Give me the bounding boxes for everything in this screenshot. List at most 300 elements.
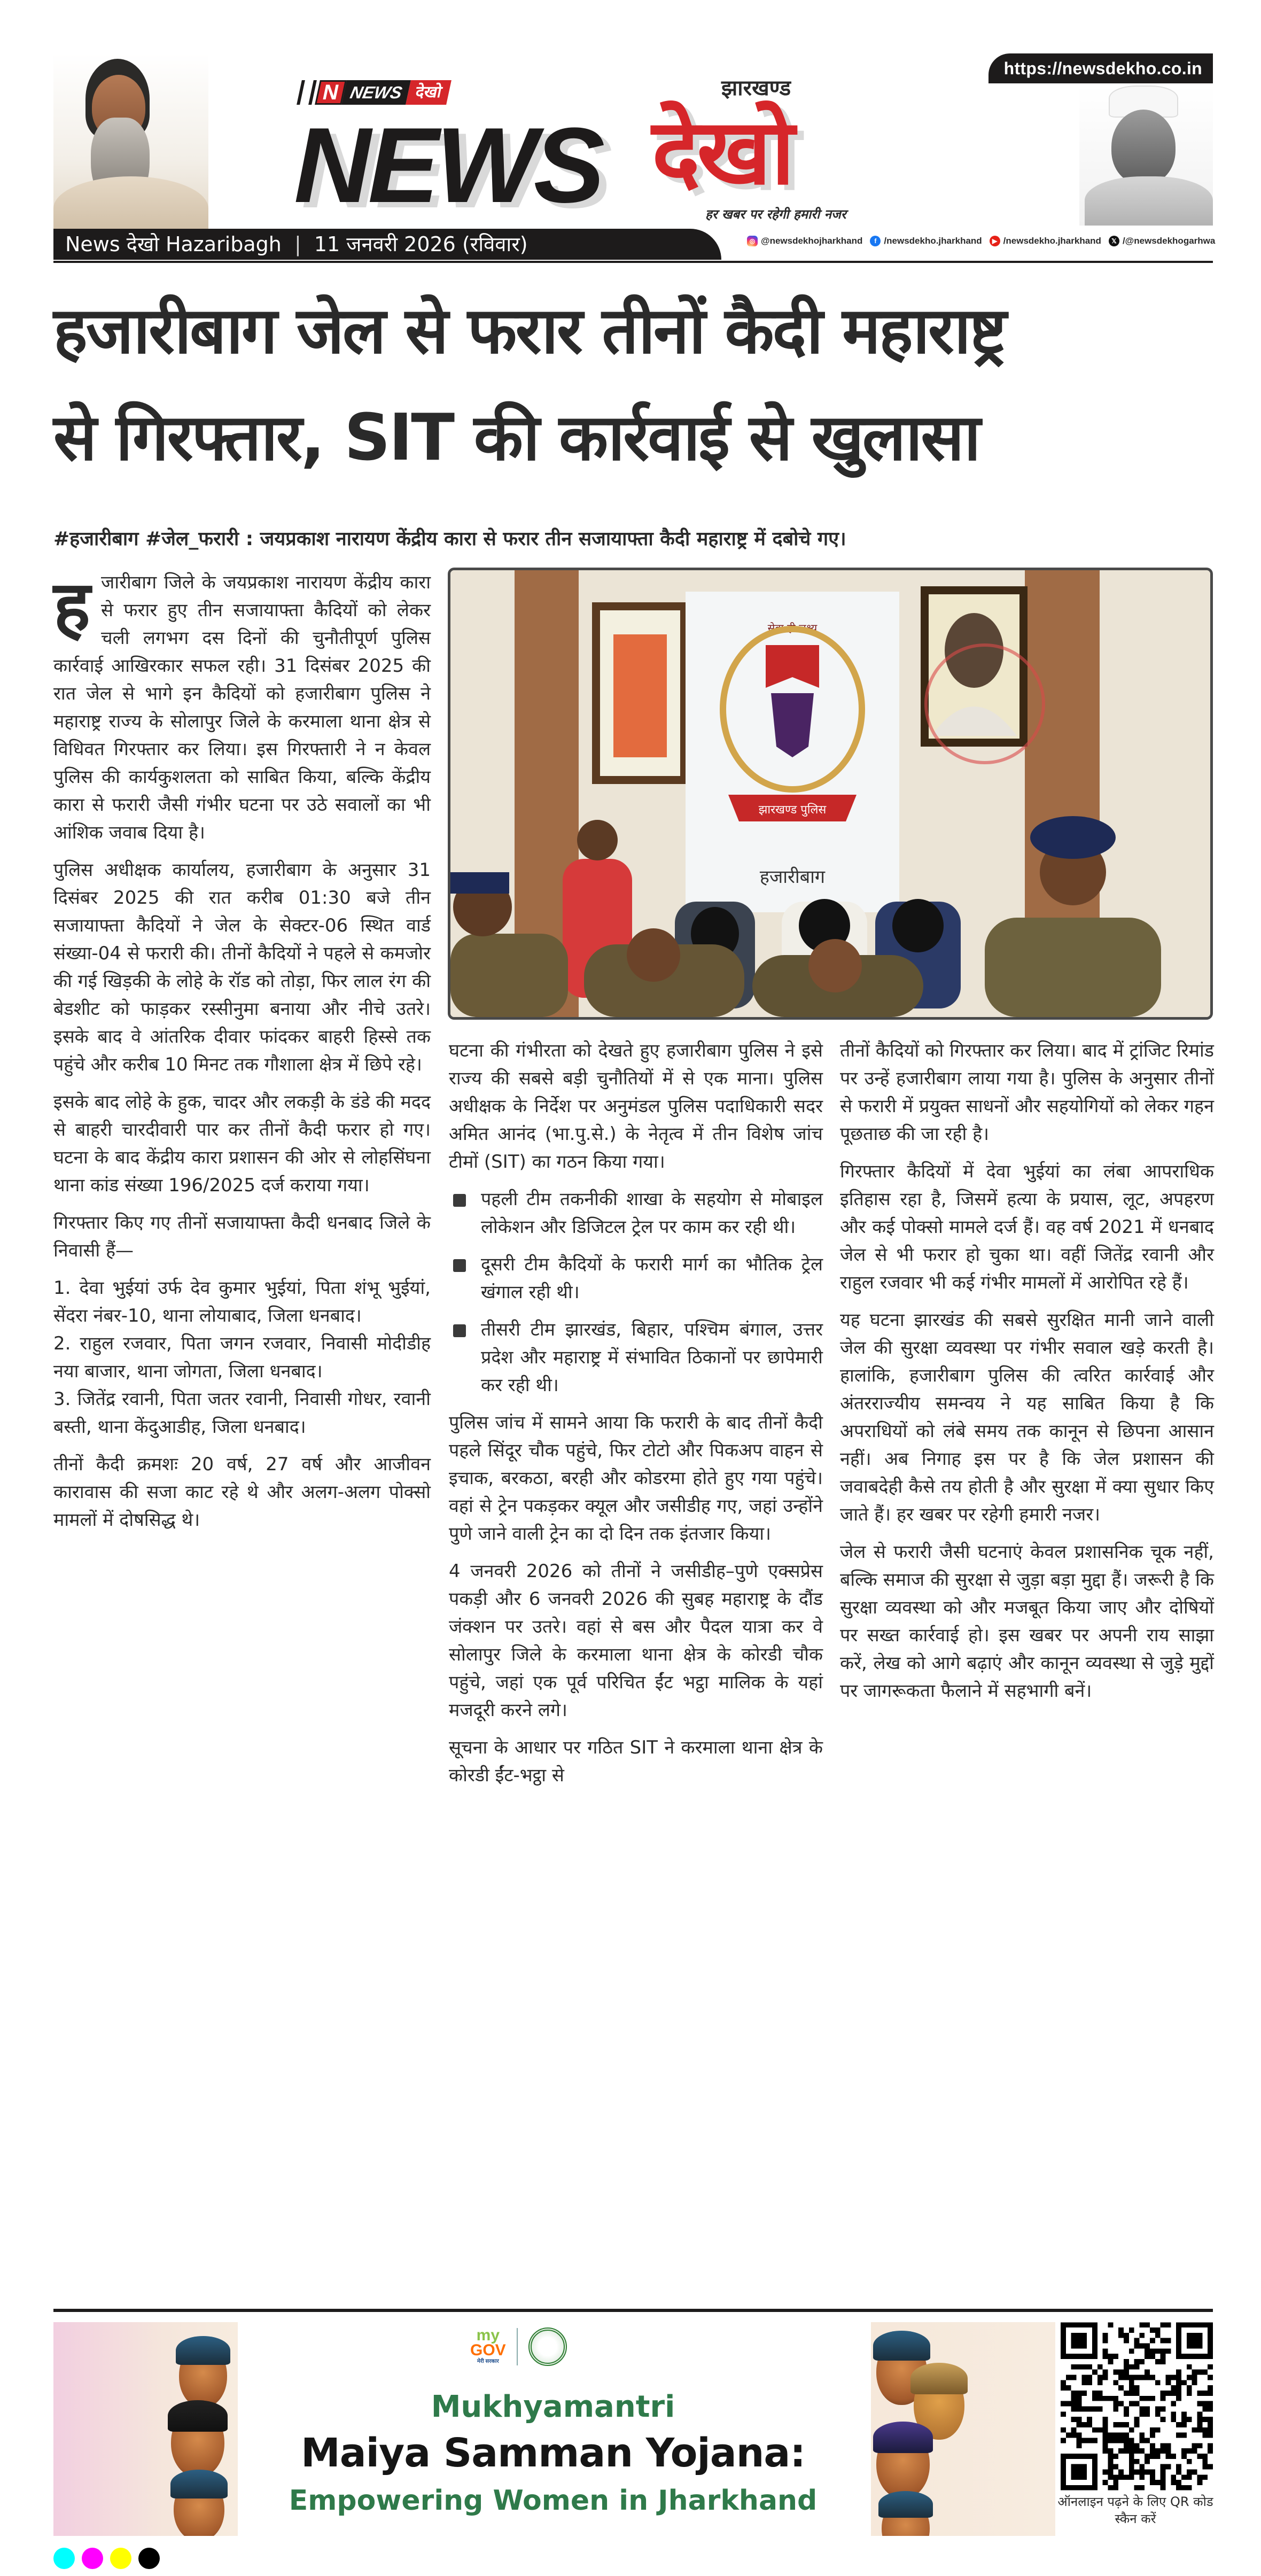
qr-module [1076,2391,1081,2396]
qr-module [1118,2469,1124,2474]
qr-module [1208,2433,1213,2438]
portrait-right-image [1079,86,1213,226]
qr-module [1061,2427,1066,2433]
qr-module [1176,2480,1181,2485]
qr-module [1150,2327,1155,2333]
qr-module [1092,2427,1097,2433]
ad-title-tagline: Empowering Women in Jharkhand [289,2485,818,2517]
qr-module [1176,2464,1181,2470]
footer-ad [0,2309,1261,2576]
qr-module [1166,2464,1171,2470]
qr-module [1202,2391,1208,2396]
qr-module [1187,2375,1192,2380]
ad-logos [470,2327,567,2366]
qr-module [1192,2469,1197,2474]
qr-module [1181,2454,1187,2459]
qr-module [1103,2354,1108,2359]
qr-module [1108,2354,1113,2359]
qr-module [1155,2480,1161,2485]
qr-module [1129,2327,1134,2333]
qr-caption: ऑनलाइन पढ़ने के लिए QR कोड स्कैन करें [1057,2494,1213,2526]
qr-module [1176,2469,1181,2474]
col1-paragraph-1 [53,565,431,847]
logo-state: झारखण्ड [721,76,791,100]
qr-module [1113,2474,1118,2480]
qr-module [1108,2459,1113,2464]
qr-module [1103,2348,1108,2354]
qr-module [1108,2433,1113,2438]
qr-module [1113,2433,1118,2438]
qr-module [1176,2391,1181,2396]
qr-module [1155,2348,1161,2354]
qr-module [1150,2480,1155,2485]
qr-module [1150,2448,1155,2454]
qr-module [1176,2433,1181,2438]
mygov-sub: मेरी सरकार [477,2358,499,2364]
qr-module [1092,2391,1097,2396]
article-column-1 [53,565,431,1543]
qr-module [1129,2427,1134,2433]
qr-module [1087,2380,1092,2385]
col3-paragraph-1: तीनों कैदियों को गिरफ्तार कर लिया। बाद में ट्रांजिट रिमांड पर उन्हें हजारीबाग लाया गया है। पुलिस के अनुसार तीनों से फरारी में प्रयुक्त साधनों और सहयोगियों को लेकर गहन पूछताछ की जा रही है। [840,1040,1214,1145]
qr-module [1108,2469,1113,2474]
qr-module [1161,2464,1166,2470]
qr-module [1108,2485,1113,2490]
qr-module [1118,2401,1124,2407]
qr-module [1208,2391,1213,2396]
col3-paragraph-2: गिरफ्तार कैदियों में देवा भुईयां का लंबा आपराधिक इतिहास रहा है, जिसमें हत्या के प्रयास, लूट, अपहरण और कई पोक्सो मामले दर्ज हैं। वह वर्ष 2021 में धनबाद जेल से भी फरार हो चुका था। वहीं जितेंद्र रवानी और राहुल रजवार भी कई गंभीर मामलों में आरोपित रहे हैं। [840,1161,1214,1293]
qr-module [1150,2474,1155,2480]
qr-module [1092,2370,1097,2375]
qr-module [1150,2454,1155,2459]
qr-module [1166,2454,1171,2459]
qr-module [1208,2417,1213,2422]
qr-module [1118,2438,1124,2443]
col2-paragraph-1: घटना की गंभीरता को देखते हुए हजारीबाग पुलिस ने इसे राज्य की सबसे बड़ी चुनौतियों में से एक माना। पुलिस अधीक्षक के निर्देश पर अनुमंडल पुलिस पदाधिकारी सदर अमित आनंद (भा.पु.से.) के नेतृत्व में तीन विशेष जांच टीमों (SIT) का गठन किया गया। [449,1040,823,1173]
qr-module [1145,2454,1150,2459]
social-handle-facebook[interactable]: /newsdekho.jharkhand [884,236,982,246]
qr-module [1124,2422,1129,2427]
sit-team-item: दूसरी टीम कैदियों के फरारी मार्ग का भौतिक ट्रेल खंगाल रही थी। [449,1251,823,1306]
qr-module [1061,2380,1066,2385]
qr-module [1202,2459,1208,2464]
qr-module [1139,2322,1145,2327]
qr-module [1197,2480,1203,2485]
qr-module [1129,2464,1134,2470]
portrait-left-image [53,53,208,230]
qr-module [1118,2433,1124,2438]
qr-module [1118,2333,1124,2338]
qr-module [1171,2385,1176,2391]
qr-module [1108,2474,1113,2480]
qr-module [1150,2348,1155,2354]
qr-module [1208,2464,1213,2470]
qr-module [1155,2407,1161,2412]
qr-module [1113,2438,1118,2443]
masthead [53,0,1216,262]
qr-module [1129,2401,1134,2407]
qr-module [1161,2469,1166,2474]
qr-module [1139,2375,1145,2380]
qr-module [1081,2438,1087,2443]
qr-module [1202,2370,1208,2375]
website-url-link[interactable]: https://newsdekho.co.in [988,53,1213,83]
qr-module [1197,2417,1203,2422]
qr-module [1129,2448,1134,2454]
qr-module [1171,2480,1176,2485]
qr-module [1150,2427,1155,2433]
qr-module [1108,2454,1113,2459]
qr-module [1087,2438,1092,2443]
qr-module [1129,2348,1134,2354]
qr-module [1124,2448,1129,2454]
qr-module [1145,2411,1150,2417]
accused-item: 2. राहुल रजवार, पिता जगन रजवार, निवासी मोदीडीह नया बाजार, थाना जोगता, जिला धनबाद। [53,1333,431,1382]
qr-module [1134,2401,1140,2407]
footer-divider [53,2309,1213,2312]
qr-module [1145,2438,1150,2443]
col1-paragraph-3: इसके बाद लोहे के हुक, चादर और लकड़ी के डंडे की मदद से बाहरी चारदीवारी पार कर तीनों कैदी फरार हो गए। घटना के बाद केंद्रीय कारा प्रशासन की ओर से लोहसिंघना थाना कांड संख्या 196/2025 दर्ज कराया गया। [53,1091,431,1196]
qr-module [1202,2427,1208,2433]
qr-module [1129,2391,1134,2396]
qr-module [1197,2443,1203,2448]
qr-module [1124,2443,1129,2448]
qr-module [1066,2433,1071,2438]
qr-module [1113,2407,1118,2412]
qr-module [1171,2375,1176,2380]
qr-module [1171,2474,1176,2480]
qr-module [1103,2417,1108,2422]
qr-module [1166,2380,1171,2385]
qr-module [1139,2396,1145,2401]
qr-module [1071,2375,1077,2380]
qr-module [1118,2385,1124,2391]
qr-module [1161,2348,1166,2354]
qr-module [1181,2422,1187,2427]
qr-module [1166,2443,1171,2448]
qr-module [1113,2370,1118,2375]
qr-module [1192,2427,1197,2433]
qr-module [1124,2359,1129,2364]
logo-bars-icon [297,80,317,105]
qr-module [1134,2422,1140,2427]
qr-module [1124,2391,1129,2396]
qr-module [1145,2459,1150,2464]
qr-module [1124,2370,1129,2375]
qr-module [1103,2427,1108,2433]
photo-motto: सेवा ही लक्ष्य [767,622,818,634]
x-icon: 𝕏 [1109,236,1119,246]
ad-title-scheme: Maiya Samman Yojana: [301,2430,805,2476]
qr-module [1071,2427,1077,2433]
qr-module [1134,2344,1140,2349]
qr-module [1139,2474,1145,2480]
qr-module [1134,2485,1140,2490]
qr-module [1181,2485,1187,2490]
instagram-icon: ◎ [747,236,758,246]
qr-module [1113,2480,1118,2485]
qr-module [1155,2448,1161,2454]
article-subhead: #हजारीबाग #जेल_फरारी : जयप्रकाश नारायण केंद्रीय कारा से फरार तीन सजायाफ्ता कैदी महाराष्ट्र में दबोचे गए। [53,528,846,550]
newsdekho-logo[interactable] [294,76,994,227]
article-column-2 [449,1037,823,1799]
qr-module [1166,2322,1171,2327]
qr-module [1092,2407,1097,2412]
headline-line-1: हजारीबाग जेल से फरार तीनों कैदी महाराष्ट्र [53,294,1006,368]
qr-module [1139,2485,1145,2490]
logo-dekho-word: देखो [652,99,792,205]
qr-module [1071,2417,1077,2422]
qr-module [1181,2433,1187,2438]
qr-module [1103,2338,1108,2344]
qr-module [1124,2433,1129,2438]
qr-module [1118,2474,1124,2480]
qr-module [1134,2443,1140,2448]
qr-module [1134,2417,1140,2422]
col1-paragraph-2: पुलिस अधीक्षक कार्यालय, हजारीबाग के अनुसार 31 दिसंबर 2025 की रात करीब 01:30 बजे तीन सजायाफ्ता कैदियों ने जेल के सेक्टर-06 स्थित वार्ड संख्या-04 से फरारी की। तीनों कैदियों ने पहले से कमजोर की गई खिड़की के लोहे के रॉड को तोड़ा, फिर लाल रंग की बेडशीट को फाड़कर रस्सीनुमा बनाया और नीचे उतरे। इसके बाद वे आंतरिक दीवार फांदकर बाहरी हिस्से तक पहुंचे और करीब 10 मिनट तक गौशाला क्षेत्र में छिपे रहे। [53,859,431,1075]
qr-module [1124,2333,1129,2338]
qr-module [1113,2354,1118,2359]
qr-module [1187,2459,1192,2464]
qr-module [1145,2375,1150,2380]
edition-date: 11 जनवरी 2026 (रविवार) [314,232,528,256]
col3-paragraph-4: जेल से फरारी जैसी घटनाएं केवल प्रशासनिक चूक नहीं, बल्कि समाज की सुरक्षा से जुड़ा बड़ा मुद्दा हैं। जरूरी है कि सुरक्षा व्यवस्था को और मजबूत किया जाए और दोषियों पर सख्त कार्रवाई हो। इस खबर पर अपनी राय साझा करें, लेख को आगे बढ़ाएं और कानून व्यवस्था से जुड़े मुद्दों पर जागरूकता फैलाने में सहभागी बनें। [840,1541,1214,1702]
qr-module [1103,2433,1108,2438]
col3-paragraph-3: यह घटना झारखंड की सबसे सुरक्षित मानी जाने वाली जेल की सुरक्षा व्यवस्था पर गंभीर सवाल खड़े करती है। हालांकि, हजारीबाग पुलिस की त्वरित कार्रवाई और अंतरराज्यीय समन्वय ने यह साबित किया है कि अपराधियों को लंबे समय तक कानून से छिपना आसान नहीं। अब निगाह इस पर है कि जेल प्रशासन की जवाबदेही कैसे तय होती है और सुरक्षा में क्या सुधार किए जाते हैं। हर खबर पर रहेगी हमारी नजर। [840,1309,1214,1525]
print-registration-marks [53,2548,160,2569]
qr-module [1145,2370,1150,2375]
qr-module [1145,2407,1150,2412]
qr-module [1103,2438,1108,2443]
qr-module [1129,2385,1134,2391]
qr-module [1113,2422,1118,2427]
qr-module [1076,2396,1081,2401]
qr-module [1076,2443,1081,2448]
qr-module [1092,2396,1097,2401]
qr-module [1081,2422,1087,2427]
qr-module [1103,2375,1108,2380]
qr-module [1124,2438,1129,2443]
qr-module [1134,2338,1140,2344]
qr-module [1118,2370,1124,2375]
qr-module [1202,2454,1208,2459]
qr-module [1145,2396,1150,2401]
qr-module [1187,2448,1192,2454]
ad-women-image-left [53,2322,238,2536]
qr-code-icon [1061,2322,1213,2490]
qr-module [1118,2448,1124,2454]
article-photo[interactable] [448,568,1213,1020]
sit-team-list [449,1185,823,1399]
qr-module [1192,2380,1197,2385]
logo-mini [297,80,452,105]
qr-module [1103,2370,1108,2375]
qr-module [1197,2370,1203,2375]
qr-module [1139,2333,1145,2338]
qr-module [1171,2391,1176,2396]
qr-module [1076,2422,1081,2427]
logo-n-icon: N [315,80,347,105]
qr-module [1145,2348,1150,2354]
qr-module [1118,2422,1124,2427]
jharkhand-emblem-icon [528,2327,567,2366]
logo-news-word: NEWS [294,106,602,225]
qr-module [1161,2354,1166,2359]
social-handle-x[interactable]: /@newsdekhogarhwa [1122,236,1216,246]
qr-module [1134,2364,1140,2370]
qr-module [1108,2438,1113,2443]
qr-module [1208,2427,1213,2433]
qr-module [1076,2401,1081,2407]
qr-module [1129,2474,1134,2480]
drop-cap: ह [53,565,91,647]
qr-code[interactable] [1061,2322,1213,2490]
qr-module [1161,2338,1166,2344]
mygov-logo [470,2328,506,2365]
qr-module [1161,2396,1166,2401]
col2-paragraph-3: 4 जनवरी 2026 को तीनों ने जसीडीह–पुणे एक्सप्रेस पकड़ी और 6 जनवरी 2026 की सुबह महाराष्ट्र के दौंड जंक्शन पर उतरे। वहां से बस और पैदल यात्रा कर वे सोलापुर जिले के करमाला थाना क्षेत्र के कोरडी चौक पहुंचे, जहां एक पूर्व परिचित ईंट भट्ठा मालिक के यहां मजदूरी करने लगे। [449,1561,823,1721]
qr-module [1124,2375,1129,2380]
qr-module [1097,2364,1103,2370]
qr-module [1197,2427,1203,2433]
qr-module [1139,2411,1145,2417]
qr-module [1150,2443,1155,2448]
qr-module [1113,2454,1118,2459]
ad-title-mukhyamantri: Mukhyamantri [431,2389,675,2424]
qr-module [1150,2354,1155,2359]
qr-module [1139,2433,1145,2438]
col1-paragraph-5: तीनों कैदी क्रमशः 20 वर्ष, 27 वर्ष और आजीवन कारावास की सजा काट रहे थे और अलग-अलग पोक्सो मामलों में दोषसिद्ध थे। [53,1454,431,1531]
qr-module [1103,2480,1108,2485]
qr-module [1192,2375,1197,2380]
registration-mark-yellow [110,2548,131,2569]
qr-module [1150,2469,1155,2474]
qr-module [1145,2469,1150,2474]
sit-team-item: पहली टीम तकनीकी शाखा के सहयोग से मोबाइल लोकेशन और डिजिटल ट्रेल पर काम कर रही थी। [449,1185,823,1241]
qr-module [1181,2448,1187,2454]
qr-module [1071,2391,1077,2396]
edition-separator: | [294,232,301,256]
qr-module [1197,2422,1203,2427]
qr-module [1081,2380,1087,2385]
qr-module [1161,2391,1166,2396]
qr-module [1166,2338,1171,2344]
qr-module [1139,2464,1145,2470]
qr-module [1197,2401,1203,2407]
qr-module [1155,2454,1161,2459]
qr-module [1076,2407,1081,2412]
qr-module [1166,2348,1171,2354]
edition-date-bar [53,229,721,260]
logo-divider [517,2328,518,2365]
qr-module [1087,2375,1092,2380]
qr-module [1202,2474,1208,2480]
qr-module [1103,2422,1108,2427]
qr-module [1066,2375,1071,2380]
qr-module [1171,2401,1176,2407]
article-headline [53,278,1213,492]
qr-module [1208,2401,1213,2407]
qr-module [1097,2407,1103,2412]
qr-module [1113,2396,1118,2401]
qr-module [1103,2333,1108,2338]
qr-module [1145,2354,1150,2359]
qr-module [1192,2370,1197,2375]
qr-module [1192,2448,1197,2454]
qr-module [1197,2454,1203,2459]
col1-paragraph-4: गिरफ्तार किए गए तीनों सजायाफ्ता कैदी धनबाद जिले के निवासी हैं— [53,1212,431,1261]
qr-module [1208,2375,1213,2380]
qr-module [1113,2401,1118,2407]
qr-module [1197,2474,1203,2480]
qr-module [1108,2396,1113,2401]
qr-module [1124,2407,1129,2412]
qr-module [1155,2333,1161,2338]
qr-module [1092,2438,1097,2443]
qr-module [1134,2469,1140,2474]
qr-module [1171,2454,1176,2459]
photo-wall-text: हजारीबाग [759,866,826,888]
qr-module [1161,2359,1166,2364]
qr-module [1155,2380,1161,2385]
qr-module [1081,2364,1087,2370]
registration-mark-magenta [82,2548,103,2569]
facebook-icon: f [870,236,881,246]
qr-module [1103,2448,1108,2454]
registration-mark-cyan [53,2548,75,2569]
qr-module [1150,2396,1155,2401]
ad-women-image-right [871,2322,1055,2536]
qr-module [1129,2469,1134,2474]
qr-module [1097,2396,1103,2401]
qr-module [1202,2407,1208,2412]
qr-module [1129,2459,1134,2464]
qr-module [1139,2448,1145,2454]
photo-banner-label: झारखण्ड पुलिस [758,803,827,817]
qr-module [1066,2385,1071,2391]
qr-module [1187,2417,1192,2422]
qr-module [1150,2375,1155,2380]
qr-module [1134,2391,1140,2396]
social-handle-youtube[interactable]: /newsdekho.jharkhand [1003,236,1101,246]
logo-mini-dekho: देखो [406,80,452,105]
qr-module [1176,2385,1181,2391]
qr-module [1139,2438,1145,2443]
social-handle-instagram[interactable]: @newsdekhojharkhand [761,236,863,246]
mygov-gov: GOV [470,2341,506,2359]
qr-module [1197,2411,1203,2417]
qr-module [1076,2417,1081,2422]
col1-p1-text: जारीबाग जिले के जयप्रकाश नारायण केंद्रीय कारा से फरार हुए तीन सजायाफ्ता कैदियों को लेकर चली लगभग दस दिनों की चुनौतीपूर्ण पुलिस कार्रवाई आखिरकार सफल रही। 31 दिसंबर 2025 की रात जेल से भागे इन कैदियों को हजारीबाग पुलिस ने महाराष्ट्र राज्य के सोलापुर जिले के करमाला थाना क्षेत्र से विधिवत गिरफ्तार कर लिया। इस गिरफ्तारी ने न केवल पुलिस की कार्यकुशलता को साबित किया, बल्कि केंद्रीय कारा से फरारी जैसी गंभीर घटना पर उठे सवालों का भी आंशिक जवाब दिया है। [53,572,431,843]
qr-module [1181,2474,1187,2480]
qr-module [1176,2380,1181,2385]
qr-module [1087,2417,1092,2422]
press-conference-illustration [450,570,1210,1017]
qr-module [1161,2407,1166,2412]
qr-module [1171,2411,1176,2417]
sit-team-item: तीसरी टीम झारखंड, बिहार, पश्चिम बंगाल, उत्तर प्रदेश और महाराष्ट्र में संभावित ठिकानों पर छापेमारी कर रही थी। [449,1316,823,1399]
qr-module [1192,2443,1197,2448]
qr-module [1071,2433,1077,2438]
qr-module [1161,2480,1166,2485]
qr-module [1202,2433,1208,2438]
qr-module [1166,2391,1171,2396]
qr-module [1187,2364,1192,2370]
qr-module [1071,2407,1077,2412]
qr-module [1208,2407,1213,2412]
qr-module [1108,2322,1113,2327]
qr-module [1176,2485,1181,2490]
